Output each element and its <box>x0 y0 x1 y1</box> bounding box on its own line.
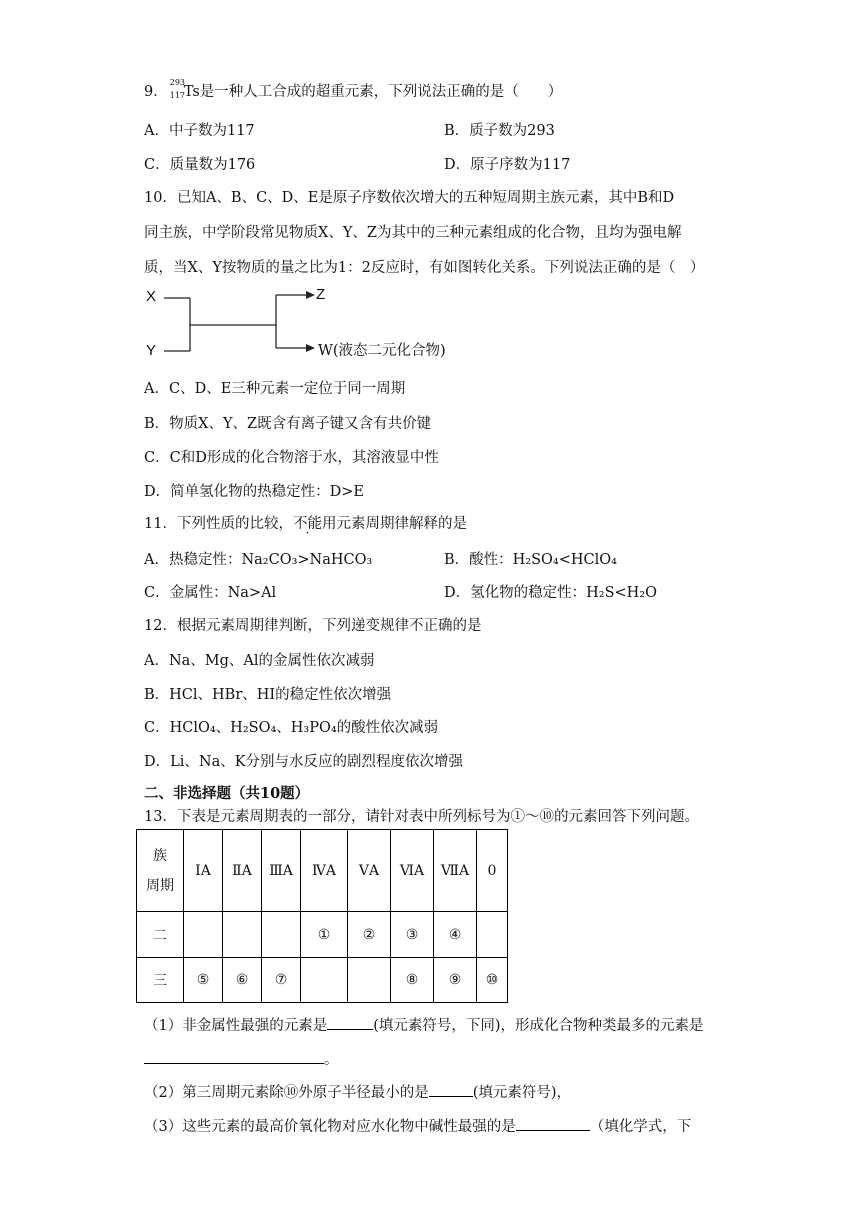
header-cell: ⅡA <box>223 830 262 912</box>
header-cell: ⅣA <box>301 830 348 912</box>
table-cell: ⑤ <box>184 958 223 1003</box>
q11-option-a: A．热稳定性：Na₂CO₃>NaHCO₃ <box>144 552 373 568</box>
q13-sub1-line2 <box>144 1048 339 1069</box>
q11-option-d: D．氢化物的稳定性：H₂S<H₂O <box>444 585 658 601</box>
answer-blank[interactable] <box>429 1082 473 1097</box>
period-cell: 二 <box>137 912 184 958</box>
diagram-lines <box>140 284 480 360</box>
element-symbol: Ts <box>183 84 200 100</box>
q12-stem: 12．根据元素周期律判断，下列递变规律不正确的是 <box>144 618 482 634</box>
table-cell <box>301 958 348 1003</box>
section-heading: 二、非选择题（共10题） <box>144 785 310 802</box>
q10-stem-line1: 10．已知A、B、C、D、E是原子序数依次增大的五种短周期主族元素，其中B和D <box>144 190 675 206</box>
q9-stem <box>144 80 562 102</box>
header-cell: ⅦA <box>434 830 477 912</box>
q13-sub3-text-a: （3）这些元素的最高价氧化物对应水化物中碱性最强的是 <box>144 1119 516 1135</box>
table-cell <box>184 912 223 958</box>
table-cell: ⑦ <box>262 958 301 1003</box>
table-cell: ③ <box>391 912 434 958</box>
periodic-table <box>136 829 508 1003</box>
q9-option-b: B．质子数为293 <box>444 123 555 139</box>
reaction-diagram <box>140 284 480 360</box>
q9-option-c: C．质量数为176 <box>144 157 256 173</box>
diagram-label-y: Y <box>146 342 157 359</box>
q12-option-d: D．Li、Na、K分别与水反应的剧烈程度依次增强 <box>144 754 464 770</box>
diagram-label-x: X <box>146 288 157 305</box>
q12-option-a: A．Na、Mg、Al的金属性依次减弱 <box>144 653 375 669</box>
corner-period-label: 周期 <box>146 877 174 894</box>
table-row <box>137 958 508 1003</box>
q9-text: 是一种人工合成的超重元素，下列说法正确的是（ ） <box>199 84 563 100</box>
atomic-number: 117 <box>169 91 186 100</box>
q13-sub2-text-a: （2）第三周期元素除⑩外原子半径最小的是 <box>144 1085 429 1101</box>
q10-option-d: D．简单氢化物的热稳定性：D>E <box>144 484 364 500</box>
q11-emphasis: 不能 <box>292 516 322 532</box>
mass-number: 293 <box>169 78 186 87</box>
q13-sub3-text-b: （填化学式，下 <box>589 1119 692 1135</box>
header-cell: ⅥA <box>391 830 434 912</box>
diagram-label-z: Z <box>316 286 326 303</box>
table-cell <box>477 912 508 958</box>
header-cell: 0 <box>477 830 508 912</box>
q13-sub1-text-b: (填元素符号，下同)，形成化合物种类最多的元素是 <box>373 1018 704 1034</box>
q11-option-b: B．酸性：H₂SO₄<HClO₄ <box>444 552 617 568</box>
table-cell: ⑨ <box>434 958 477 1003</box>
q11-stem <box>144 512 467 533</box>
period-cell: 三 <box>137 958 184 1003</box>
table-cell <box>348 958 391 1003</box>
q13-sub1-line1 <box>144 1014 704 1035</box>
answer-blank[interactable] <box>516 1116 590 1131</box>
table-cell <box>262 912 301 958</box>
q10-option-c: C．C和D形成的化合物溶于水，其溶液显中性 <box>144 450 439 466</box>
header-cell: ⅤA <box>348 830 391 912</box>
table-cell: ④ <box>434 912 477 958</box>
nuclide-notation <box>169 78 186 102</box>
q13-sub2 <box>144 1081 571 1102</box>
q10-option-a: A．C、D、E三种元素一定位于同一周期 <box>144 381 406 397</box>
table-cell: ② <box>348 912 391 958</box>
q13-sub2-text-b: (填元素符号)， <box>472 1085 572 1101</box>
table-header-row <box>137 830 508 912</box>
q10-stem-line2: 同主族，中学阶段常见物质X、Y、Z为其中的三种元素组成的化合物，且均为强电解 <box>144 225 682 241</box>
q11-prefix: 11．下列性质的比较， <box>144 516 293 532</box>
q11-option-c: C．金属性：Na>Al <box>144 585 277 601</box>
q12-option-c: C．HClO₄、H₂SO₄、H₃PO₄的酸性依次减弱 <box>144 720 439 736</box>
q10-option-b: B．物质X、Y、Z既含有离子键又含有共价键 <box>144 416 432 432</box>
q12-option-b: B．HCl、HBr、HI的稳定性依次增强 <box>144 687 392 703</box>
header-cell: IA <box>184 830 223 912</box>
answer-blank[interactable] <box>327 1015 373 1030</box>
diagram-label-w: W(液态二元化合物) <box>318 343 446 359</box>
table-cell <box>223 912 262 958</box>
q9-option-d: D．原子序数为117 <box>444 157 571 173</box>
table-cell: ⑥ <box>223 958 262 1003</box>
table-cell: ⑩ <box>477 958 508 1003</box>
q9-number: 9． <box>144 84 168 100</box>
q13-sub3 <box>144 1115 691 1136</box>
table-row <box>137 912 508 958</box>
table-corner <box>137 830 184 912</box>
table-cell: ① <box>301 912 348 958</box>
header-cell: ⅢA <box>262 830 301 912</box>
q13-stem: 13．下表是元素周期表的一部分，请针对表中所列标号为①～⑩的元素回答下列问题。 <box>144 809 699 825</box>
answer-blank[interactable] <box>144 1049 324 1064</box>
table-cell: ⑧ <box>391 958 434 1003</box>
q10-stem-line3: 质，当X、Y按物质的量之比为1：2反应时，有如图转化关系。下列说法正确的是（ ） <box>144 260 705 276</box>
q13-sub1-end: 。 <box>324 1052 339 1068</box>
q9-option-a: A．中子数为117 <box>144 123 255 139</box>
q13-sub1-text-a: （1）非金属性最强的元素是 <box>144 1018 328 1034</box>
q11-suffix: 用元素周期律解释的是 <box>321 516 467 532</box>
corner-group-label: 族 <box>153 847 167 864</box>
